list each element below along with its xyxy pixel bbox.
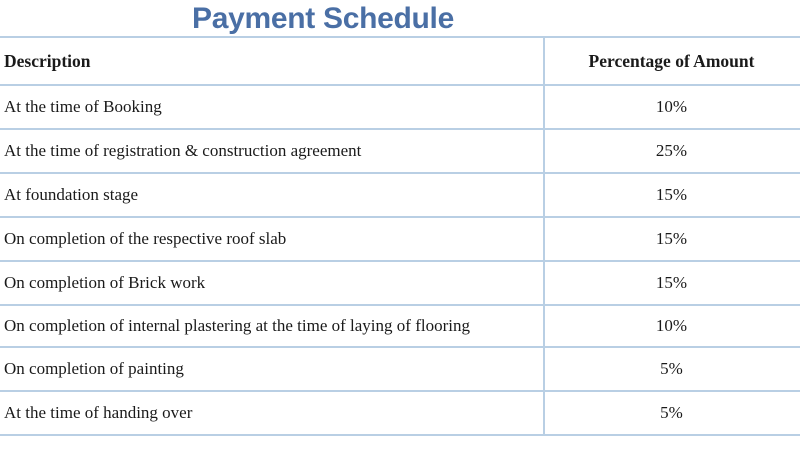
table-row (0, 85, 800, 129)
cell-description: At foundation stage (0, 173, 544, 217)
cell-description: On completion of Brick work (0, 261, 544, 305)
column-header-percentage: Percentage of Amount (544, 37, 800, 85)
table-row (0, 129, 800, 173)
table-row (0, 305, 800, 347)
table-row (0, 391, 800, 435)
page-title: Payment Schedule (192, 2, 454, 35)
table-row (0, 217, 800, 261)
cell-percentage: 5% (544, 391, 800, 435)
cell-description: At the time of registration & construction agreement (0, 129, 544, 173)
cell-description: On completion of painting (0, 347, 544, 391)
cell-description: On completion of internal plastering at the time of laying of flooring (0, 305, 544, 347)
cell-percentage: 5% (544, 347, 800, 391)
cell-description: On completion of the respective roof slab (0, 217, 544, 261)
table-row (0, 261, 800, 305)
cell-percentage: 25% (544, 129, 800, 173)
cell-percentage: 15% (544, 173, 800, 217)
table-header-row (0, 37, 800, 85)
column-header-description: Description (0, 37, 544, 85)
cell-percentage: 10% (544, 305, 800, 347)
cell-percentage: 15% (544, 217, 800, 261)
cell-percentage: 15% (544, 261, 800, 305)
table-row (0, 173, 800, 217)
table-row (0, 347, 800, 391)
payment-schedule-table (0, 36, 800, 436)
cell-description: At the time of Booking (0, 85, 544, 129)
cell-description: At the time of handing over (0, 391, 544, 435)
cell-percentage: 10% (544, 85, 800, 129)
